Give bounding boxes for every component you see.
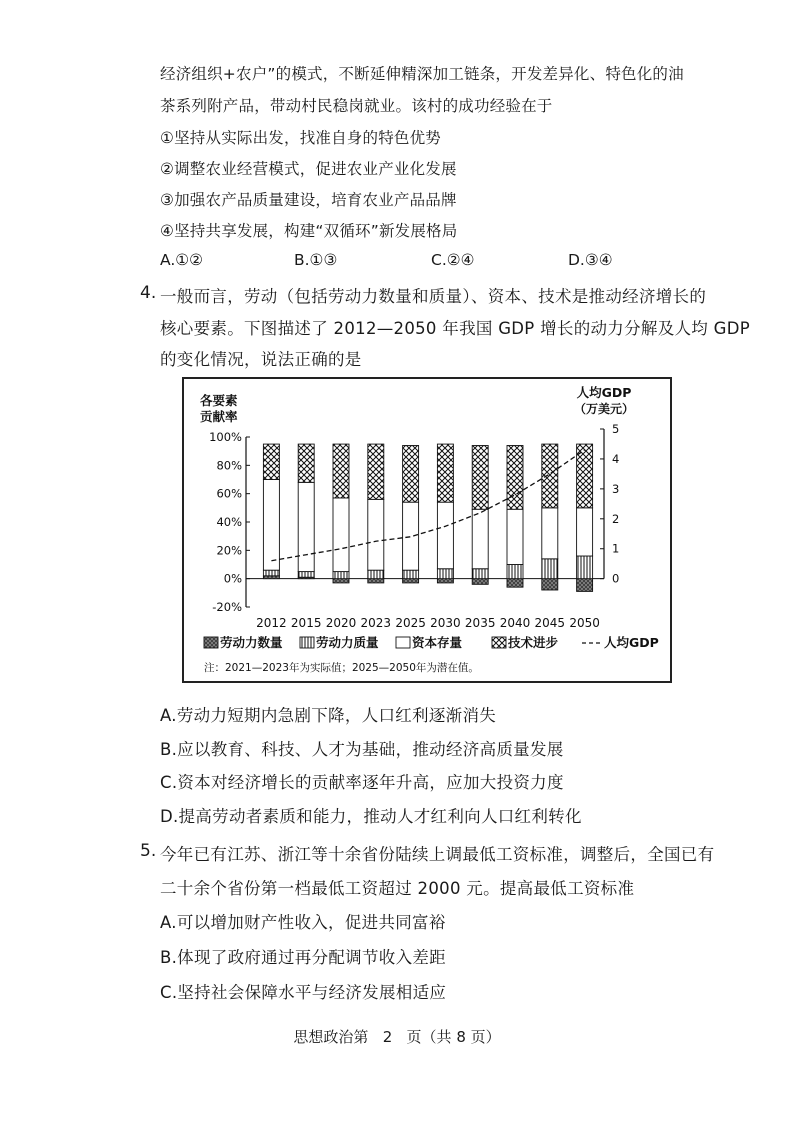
bar-segment-3 [333, 498, 349, 572]
q5-option-b[interactable]: B.体现了政府通过再分配调节收入差距 [160, 948, 446, 967]
chart-note: 注：2021—2023年为实际值；2025—2050年为潜在值。 [204, 662, 479, 674]
x-tick-label: 2045 [534, 616, 566, 630]
left-tick-label: 60% [216, 486, 242, 501]
q4-option-a[interactable]: A.劳动力短期内急剧下降，人口红利逐渐消失 [160, 706, 497, 725]
bar-segment-1 [333, 579, 349, 583]
gdp-contribution-chart [182, 377, 672, 683]
x-tick-label: 2025 [395, 616, 426, 630]
q3-option-a[interactable]: A.①② [160, 251, 204, 269]
right-tick-label: 3 [612, 481, 620, 496]
legend-swatch-1 [204, 637, 218, 648]
bar-segment-2 [368, 570, 384, 579]
x-tick-label: 2020 [325, 616, 357, 630]
q3-option-d[interactable]: D.③④ [568, 251, 613, 269]
right-tick-label: 0 [612, 571, 620, 586]
bar-segment-2 [263, 570, 279, 576]
bar-segment-3 [437, 502, 453, 569]
bar-segment-4 [542, 444, 558, 508]
q5-text-line-2: 二十余个省份第一档最低工资超过 2000 元。提高最低工资标准 [160, 879, 635, 898]
bar-segment-4 [333, 444, 349, 498]
footer-page-number: 2 [382, 1028, 393, 1046]
left-tick-label: 20% [216, 543, 242, 558]
legend-label-2: 劳动力质量 [316, 635, 379, 650]
right-axis-label-2: （万美元） [573, 402, 635, 416]
bar-segment-2 [437, 569, 453, 579]
bar-segment-2 [333, 572, 349, 579]
q4-number: 4. [140, 283, 157, 303]
q3-item-2: ②调整农业经营模式，促进农业产业化发展 [160, 160, 457, 178]
q5-text-line-1: 今年已有江苏、浙江等十余省份陆续上调最低工资标准，调整后，全国已有 [160, 845, 715, 864]
bar-segment-1 [403, 579, 419, 583]
left-tick-label: 80% [216, 458, 242, 473]
q3-item-4: ④坚持共享发展，构建“双循环”新发展格局 [160, 222, 458, 240]
right-tick-label: 1 [612, 541, 620, 556]
bar-segment-4 [472, 446, 488, 510]
left-axis-label-2: 贡献率 [200, 409, 238, 424]
q3-text-line-1: 经济组织+农户”的模式，不断延伸精深加工链条，开发差异化、特色化的油 [160, 65, 684, 83]
x-tick-label: 2023 [360, 616, 392, 630]
bar-segment-3 [403, 502, 419, 570]
left-tick-label: 40% [216, 515, 242, 529]
q3-item-3: ③加强农产品质量建设，培育农业产品品牌 [160, 191, 457, 209]
footer-total: 页（共 8 页） [406, 1028, 501, 1046]
bar-segment-4 [507, 446, 523, 510]
q4-text-line-1: 一般而言，劳动（包括劳动力数量和质量）、资本、技术是推动经济增长的 [160, 287, 707, 306]
bar-segment-4 [403, 446, 419, 503]
q3-text-line-2: 茶系列附产品，带动村民稳岗就业。该村的成功经验在于 [160, 97, 553, 115]
q3-item-1: ①坚持从实际出发，找准自身的特色优势 [160, 129, 441, 147]
bar-segment-4 [263, 444, 279, 479]
x-tick-label: 2030 [430, 616, 461, 630]
left-axis-label-1: 各要素 [200, 393, 238, 408]
q5-option-a[interactable]: A.可以增加财产性收入，促进共同富裕 [160, 913, 446, 932]
legend-swatch-2 [300, 637, 314, 648]
right-axis-label-1: 人均GDP [576, 385, 632, 400]
bar-segment-2 [507, 565, 523, 579]
x-tick-label: 2012 [256, 616, 287, 630]
legend-label-1: 劳动力数量 [220, 635, 283, 650]
bar-segment-1 [368, 579, 384, 583]
bar-segment-4 [368, 444, 384, 499]
bar-segment-1 [577, 579, 593, 592]
bar-segment-3 [542, 508, 558, 559]
legend-label-4: 技术进步 [508, 635, 559, 650]
bar-segment-2 [403, 570, 419, 579]
x-tick-label: 2015 [290, 616, 322, 630]
legend-swatch-3 [396, 637, 410, 648]
bar-segment-1 [437, 579, 453, 583]
q4-text-line-2: 核心要素。下图描述了 2012—2050 年我国 GDP 增长的动力分解及人均 GDP [160, 319, 750, 338]
bar-segment-1 [542, 579, 558, 590]
bar-segment-2 [298, 572, 314, 578]
q5-number: 5. [140, 841, 157, 861]
q5-option-c[interactable]: C.坚持社会保障水平与经济发展相适应 [160, 983, 447, 1002]
right-tick-label: 2 [612, 511, 620, 526]
legend-swatch-4 [492, 637, 506, 648]
bar-segment-3 [298, 482, 314, 571]
q3-option-c[interactable]: C.②④ [431, 251, 475, 269]
q3-option-b[interactable]: B.①③ [294, 251, 338, 269]
right-tick-label: 4 [612, 451, 620, 466]
bar-segment-2 [542, 559, 558, 579]
q4-option-c[interactable]: C.资本对经济增长的贡献率逐年升高，应加大投资力度 [160, 773, 564, 792]
right-tick-label: 5 [612, 422, 620, 436]
bar-segment-4 [437, 444, 453, 502]
x-tick-label: 2050 [569, 616, 600, 630]
q4-text-line-3: 的变化情况，说法正确的是 [160, 350, 362, 369]
bar-segment-2 [577, 556, 593, 579]
q4-option-d[interactable]: D.提高劳动者素质和能力，推动人才红利向人口红利转化 [160, 807, 582, 826]
legend-label-gdp: 人均GDP [604, 635, 659, 650]
bar-segment-4 [298, 444, 314, 482]
q4-option-b[interactable]: B.应以教育、科技、人才为基础，推动经济高质量发展 [160, 740, 564, 759]
x-tick-label: 2035 [464, 616, 496, 630]
left-tick-label: 100% [209, 430, 242, 444]
bar-segment-3 [368, 499, 384, 570]
x-tick-label: 2040 [499, 616, 531, 630]
bar-segment-3 [507, 509, 523, 564]
bar-segment-3 [263, 480, 279, 571]
bar-segment-1 [507, 579, 523, 588]
chart-svg [184, 379, 670, 681]
bar-segment-1 [472, 579, 488, 585]
bar-segment-3 [577, 508, 593, 556]
bar-segment-2 [472, 569, 488, 579]
bar-segment-3 [472, 509, 488, 569]
left-tick-label: 0% [223, 571, 242, 586]
gdp-per-capita-line [271, 450, 584, 561]
page-footer [0, 1026, 794, 1047]
footer-subject: 思想政治第 [293, 1028, 369, 1046]
legend-label-3: 资本存量 [412, 635, 463, 650]
left-tick-label: -20% [212, 600, 242, 614]
